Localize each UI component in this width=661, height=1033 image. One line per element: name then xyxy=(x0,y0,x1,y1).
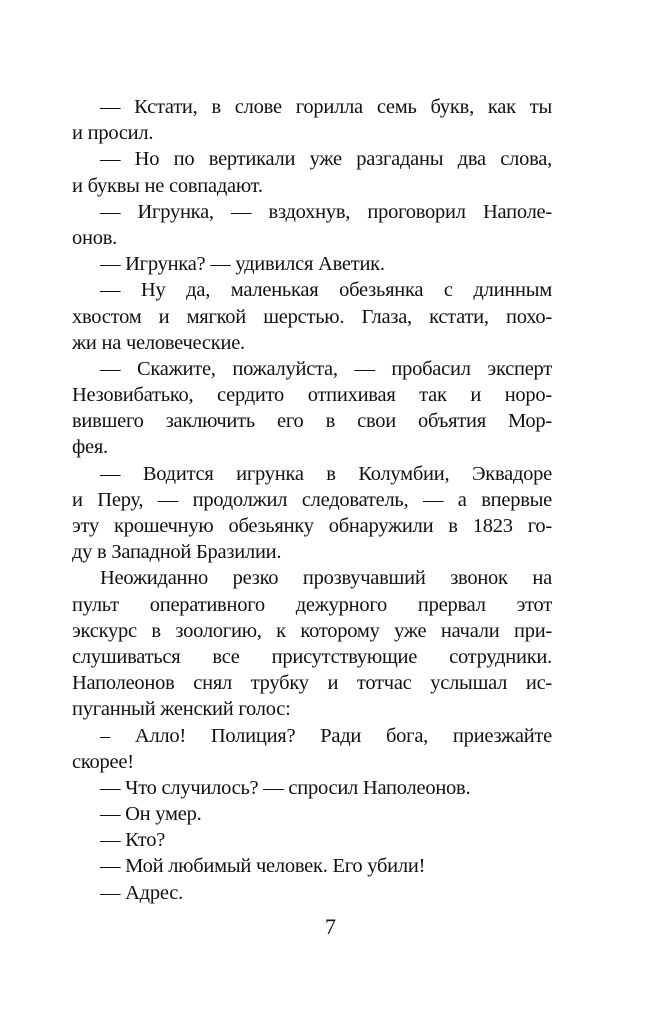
text-line: — Кто? xyxy=(100,829,166,852)
text-line: вившего заключить его в свои объятия Мор- xyxy=(72,410,552,433)
text-line: слушиваться все присутствующие сотрудники. xyxy=(72,645,552,668)
text-line: эту крошечную обезьянку обнаружили в 1823 го- xyxy=(72,515,552,537)
text-line: — Игрунка, — вздохнув, проговорил Наполе- xyxy=(100,200,552,223)
text-line: и Перу, — продолжил следователь, — а впервые xyxy=(72,488,552,511)
text-line: — Скажите, пожалуйста, — пробасил эксперт xyxy=(100,357,552,380)
text-line: пульт оперативного дежурного прервал этот xyxy=(72,593,552,616)
text-line: ду в Западной Бразилии. xyxy=(72,541,282,564)
text-line: — Но по вертикали уже разгаданы два слова, xyxy=(100,148,552,171)
text-line: экскурс в зоологию, к которому уже начали при- xyxy=(72,619,552,642)
text-line: жи на человеческие. xyxy=(72,331,245,354)
text-line: — Игрунка? — удивился Аветик. xyxy=(100,253,385,276)
text-line: — Мой любимый человек. Его убили! xyxy=(100,855,426,878)
text-line: и буквы не совпадают. xyxy=(72,174,263,197)
text-line: хвостом и мягкой шерстью. Глаза, кстати, похо- xyxy=(72,305,552,328)
text-line: — Он умер. xyxy=(100,803,202,826)
text-line: — Что случилось? — спросил Наполеонов. xyxy=(100,776,471,799)
page-number: 7 xyxy=(325,914,336,939)
body-text xyxy=(72,94,552,906)
text-line: пуганный женский голос: xyxy=(72,698,291,721)
text-line: онов. xyxy=(72,226,118,249)
text-line: Наполеонов снял трубку и тотчас услышал ис- xyxy=(72,672,552,695)
text-line: – Алло! Полиция? Ради бога, приезжайте xyxy=(100,724,552,747)
text-line: — Водится игрунка в Колумбии, Эквадоре xyxy=(100,462,552,485)
text-line: Неожиданно резко прозвучавший звонок на xyxy=(100,567,552,590)
text-line: Незовибатько, сердито отпихивая так и норо- xyxy=(72,384,552,407)
text-line: фея. xyxy=(72,436,108,459)
text-line: — Ну да, маленькая обезьянка с длинным xyxy=(100,279,552,302)
text-line: — Кстати, в слове горилла семь букв, как ты xyxy=(100,96,552,118)
text-line: — Адрес. xyxy=(100,881,183,904)
text-line: и просил. xyxy=(72,122,154,145)
text-line: скорее! xyxy=(72,750,134,773)
